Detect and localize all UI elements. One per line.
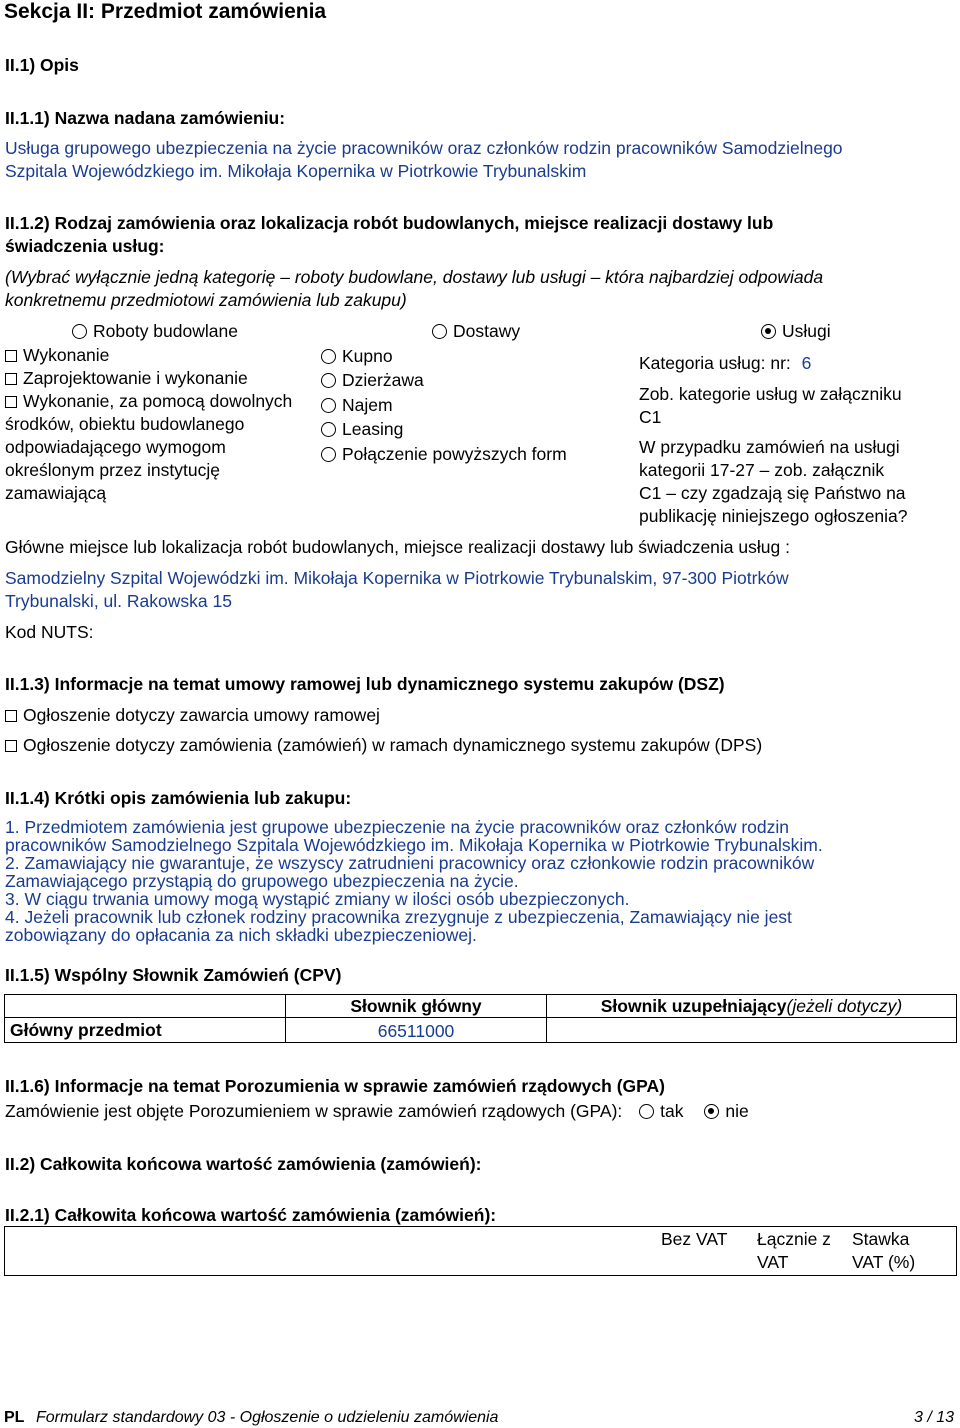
dostawy-option: Dzierżawa (321, 370, 424, 391)
roboty-option: Zaprojektowanie i wykonanie (5, 368, 248, 389)
subsection-ii1: II.1) Opis (5, 55, 79, 75)
description-line: 3. W ciągu trwania umowy mogą wystąpić zmiany w ilości osób ubezpieczonych. (5, 889, 630, 909)
checkbox-icon (5, 710, 17, 722)
uslugi-category-value: 6 (801, 353, 812, 373)
dps-option: Ogłoszenie dotyczy zamówienia (zamówień) w ramach dynamicznego systemu zakupów (DPS) (5, 735, 762, 756)
uslugi-question: publikację niniejszego ogłoszenia? (639, 506, 908, 526)
ii13-heading: II.1.3) Informacje na temat umowy ramowej lub dynamicznego systemu zakupów (DSZ) (5, 674, 725, 694)
gpa-row: Zamówienie jest objęte Porozumieniem w sprawie zamówień rządowych (GPA): tak nie (5, 1101, 749, 1121)
place-value: Samodzielny Szpital Wojewódzki im. Mikołaja Kopernika w Piotrkowie Trybunalskim, 97-300 Piotrków (5, 568, 789, 588)
value-col-net: Bez VAT (661, 1229, 728, 1249)
radio-off-icon (72, 324, 87, 339)
radio-off-icon (639, 1104, 654, 1119)
radio-off-icon (321, 447, 336, 462)
radio-off-icon (321, 349, 336, 364)
dostawy-option: Kupno (321, 346, 393, 367)
value-col-gross: VAT (757, 1252, 789, 1272)
uslugi-question: W przypadku zamówień na usługi (639, 437, 900, 457)
value-col-rate: VAT (%) (852, 1252, 916, 1272)
uslugi-question: kategorii 17-27 – zob. załącznik (639, 460, 885, 480)
ii12-heading: II.1.2) Rodzaj zamówienia oraz lokalizacja robót budowlanych, miejsce realizacji dostawy lub (5, 213, 774, 233)
cpv-empty-cell (5, 995, 286, 1018)
footer-page: 3 / 13 (913, 1409, 954, 1426)
description-line: 1. Przedmiotem zamówienia jest grupowe ubezpieczenie na życie pracowników oraz członków rodzin (5, 817, 789, 837)
uslugi-category: Kategoria usług: nr: 6 (639, 353, 812, 373)
ii12-note: (Wybrać wyłącznie jedną kategorię – roboty budowlane, dostawy lub usługi – która najbardziej odpowiada (5, 267, 824, 287)
cpv-row-label: Główny przedmiot (5, 1018, 286, 1043)
ii11-value-line: Usługa grupowego ubezpieczenia na życie pracowników oraz członków rodzin pracowników Samodzielnego (5, 138, 843, 158)
ii12-note: konkretnemu przedmiotowi zamówienia lub zakupu) (5, 290, 407, 310)
table-row (5, 995, 957, 1018)
category-roboty: Roboty budowlane (72, 321, 238, 342)
ii14-heading: II.1.4) Krótki opis zamówienia lub zakupu: (5, 788, 352, 808)
ii11-heading: II.1.1) Nazwa nadana zamówieniu: (5, 108, 286, 128)
gpa-yes: tak (639, 1101, 683, 1121)
description-line: pracowników Samodzielnego Szpitala Wojewódzkiego im. Mikołaja Kopernika w Piotrkowie Trybunalskim. (5, 835, 823, 855)
ii21-heading: II.2.1) Całkowita końcowa wartość zamówienia (zamówień): (5, 1205, 497, 1225)
radio-off-icon (432, 324, 447, 339)
category-dostawy: Dostawy (432, 321, 520, 342)
framework-option: Ogłoszenie dotyczy zawarcia umowy ramowej (5, 705, 380, 726)
roboty-option: Wykonanie, za pomocą dowolnych (5, 391, 292, 412)
uslugi-question: C1 – czy zgadzają się Państwo na (639, 483, 906, 503)
dostawy-option: Połączenie powyższych form (321, 444, 567, 465)
nuts-label: Kod NUTS: (5, 622, 94, 642)
cpv-col-sup: Słownik uzupełniający(jeżeli dotyczy) (547, 995, 957, 1018)
ii11-value-line: Szpitala Wojewódzkiego im. Mikołaja Kopernika w Piotrkowie Trybunalskim (5, 161, 587, 181)
roboty-option-text: określonym przez instytucję (5, 460, 220, 480)
place-value: Trybunalski, ul. Rakowska 15 (5, 591, 232, 611)
radio-on-icon (761, 324, 776, 339)
ii16-heading: II.1.6) Informacje na temat Porozumienia w sprawie zamówień rządowych (GPA) (5, 1076, 665, 1096)
ii15-heading: II.1.5) Wspólny Słownik Zamówień (CPV) (5, 965, 342, 985)
radio-off-icon (321, 398, 336, 413)
ii12-heading: świadczenia usług: (5, 236, 165, 256)
cpv-table (4, 994, 957, 1043)
description-line: zobowiązany do opłacania za nich składki ubezpieczeniowej. (5, 925, 477, 945)
cpv-col-main: Słownik główny (286, 995, 547, 1018)
cpv-sup-code (547, 1018, 957, 1043)
roboty-option-text: środków, obiektu budowlanego (5, 414, 245, 434)
ii2-heading: II.2) Całkowita końcowa wartość zamówienia (zamówień): (5, 1154, 482, 1174)
roboty-option-text: zamawiającą (5, 483, 107, 503)
roboty-option: Wykonanie (5, 345, 109, 366)
footer-form: Formularz standardowy 03 - Ogłoszenie o udzieleniu zamówienia (36, 1409, 499, 1426)
category-uslugi: Usługi (761, 321, 831, 342)
place-label: Główne miejsce lub lokalizacja robót budowlanych, miejsce realizacji dostawy lub świadczenia usług : (5, 537, 790, 557)
description-line: 4. Jeżeli pracownik lub członek rodziny pracownika zrezygnuje z ubezpieczenia, Zamawiający nie jest (5, 907, 792, 927)
dostawy-option: Najem (321, 395, 393, 416)
description-line: 2. Zamawiający nie gwarantuje, że wszyscy zatrudnieni pracownicy oraz członkowie rodzin pracowników (5, 853, 815, 873)
footer-lang: PL (4, 1409, 25, 1426)
value-col-gross: Łącznie z (757, 1229, 831, 1249)
gpa-no: nie (704, 1101, 748, 1121)
radio-off-icon (321, 422, 336, 437)
roboty-option-text: odpowiadającego wymogom (5, 437, 226, 457)
dostawy-option: Leasing (321, 419, 403, 440)
value-col-rate: Stawka (852, 1229, 910, 1249)
cpv-main-code: 66511000 (286, 1018, 547, 1043)
uslugi-annex-note: C1 (639, 407, 662, 427)
table-row (5, 1018, 957, 1043)
checkbox-icon (5, 396, 17, 408)
section-title: Sekcja II: Przedmiot zamówienia (4, 0, 327, 23)
checkbox-icon (5, 373, 17, 385)
uslugi-annex-note: Zob. kategorie usług w załączniku (639, 384, 902, 404)
checkbox-icon (5, 740, 17, 752)
radio-on-icon (704, 1104, 719, 1119)
checkbox-icon (5, 350, 17, 362)
radio-off-icon (321, 373, 336, 388)
description-line: Zamawiającego przystąpią do grupowego ubezpieczenia na życie. (5, 871, 519, 891)
